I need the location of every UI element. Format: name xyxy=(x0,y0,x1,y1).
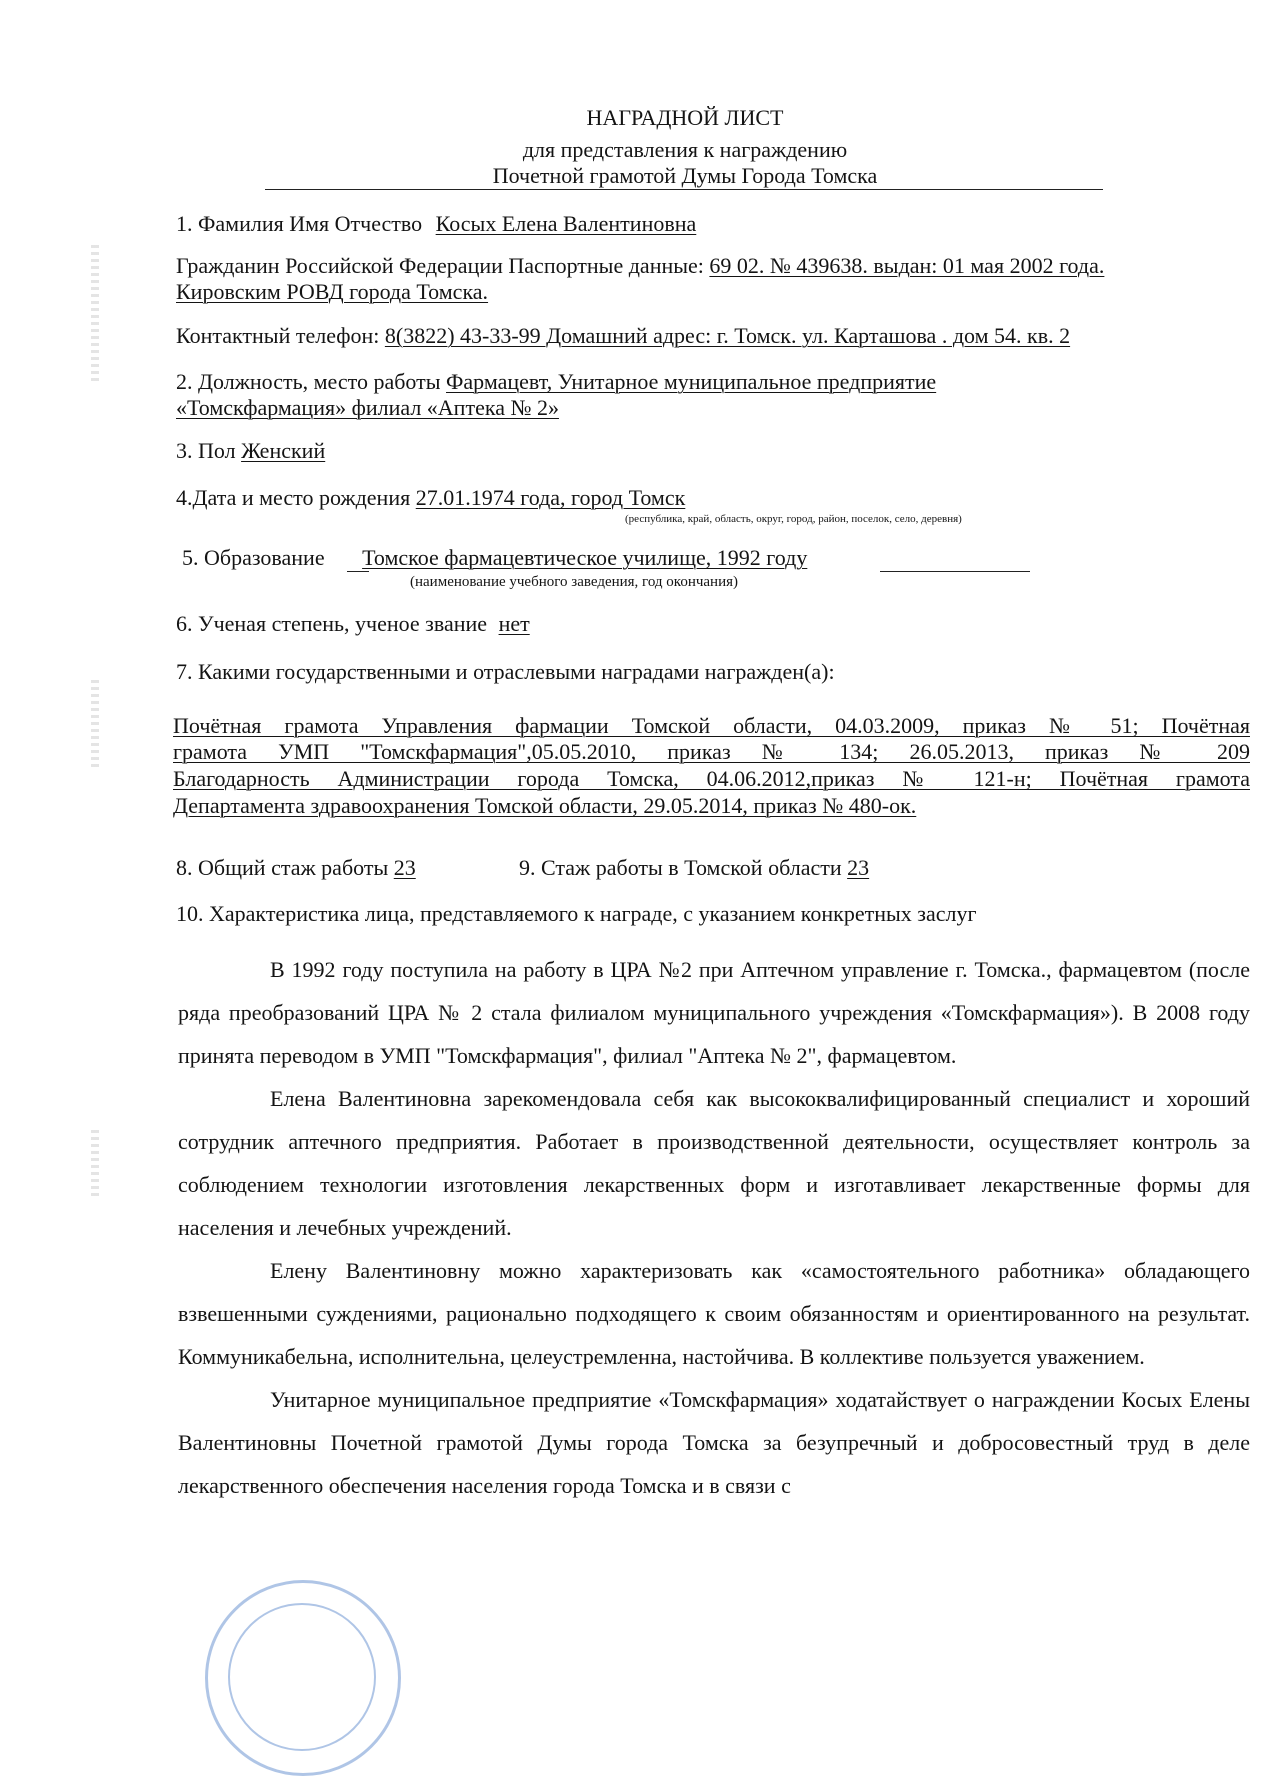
field-3-label: 3. Пол xyxy=(176,438,236,463)
degree-value: нет xyxy=(498,611,530,636)
document-title: НАГРАДНОЙ ЛИСТ xyxy=(586,105,784,130)
characteristic-text xyxy=(178,948,1250,1507)
phone-label: Контактный телефон: xyxy=(176,323,380,348)
field-7-label: 7. Какими государственными и отраслевыми наградами награжден(а): xyxy=(176,659,835,684)
organization-stamp xyxy=(205,1580,401,1776)
contact-row xyxy=(176,322,1070,350)
characteristic-paragraph: Елену Валентиновну можно характеризовать как «самостоятельного работника» обладающего взвешенными суждениями, рационально подходящего к своим обязанностям и ориентированного на результат. Коммуникабельна, исполнительна, целеустремленна, настойчива. В коллективе пользуется уважением. xyxy=(178,1258,1250,1369)
phone-address-value: 8(3822) 43-33-99 Домашний адрес: г. Томск. ул. Карташова . дом 54. кв. 2 xyxy=(384,323,1071,348)
citizenship-label: Гражданин Российской Федерации Паспортные данные: xyxy=(176,253,704,278)
characteristic-paragraph: Елена Валентиновна зарекомендовала себя как высококвалифицированный специалист и хороший сотрудник аптечного предприятия. Работает в производственной деятельности, осуществляет контроль за соблюдением технологии изготовления лекарственных форм и изготавливает лекарственные формы для населения и лечебных учреждений. xyxy=(178,1086,1250,1240)
birth-value: 27.01.1974 года, город Томск xyxy=(415,485,686,510)
field-6-label: 6. Ученая степень, ученое звание xyxy=(176,611,488,636)
field-8-row xyxy=(176,854,434,882)
field-5-row xyxy=(182,544,807,572)
document-subtitle: для представления к награждению xyxy=(522,137,848,162)
education-underline-left xyxy=(347,571,369,572)
total-experience-value: 23 xyxy=(393,855,416,880)
gender-value: Женский xyxy=(241,438,326,463)
scan-artifact xyxy=(91,680,99,770)
field-10-label: 10. Характеристика лица, представляемого к награде, с указанием конкретных заслуг xyxy=(176,901,977,926)
field-3-row xyxy=(176,437,325,465)
awards-line: Департамента здравоохранения Томской области, 29.05.2014, приказ № 480-ок. xyxy=(173,793,917,818)
field-9-row xyxy=(519,854,869,882)
passport-value: 69 02. № 439638. выдан: 01 мая 2002 года. xyxy=(709,253,1105,278)
position-value-line2: «Томскфармация» филиал «Аптека № 2» xyxy=(176,395,559,420)
citizenship-row xyxy=(176,252,1104,280)
birth-place-hint: (республика, край, область, округ, город, район, поселок, село, деревня) xyxy=(625,513,962,525)
field-2-row xyxy=(176,368,936,396)
education-underline-right xyxy=(880,571,1030,572)
field-4-row xyxy=(176,484,685,512)
passport-issuer: Кировским РОВД города Томска. xyxy=(176,279,489,304)
field-6-row xyxy=(176,610,530,638)
scan-artifact xyxy=(91,1130,99,1200)
field-5-label: 5. Образование xyxy=(182,545,325,570)
field-8-label: 8. Общий стаж работы xyxy=(176,855,389,880)
education-value: Томское фармацевтическое училище, 1992 году xyxy=(362,545,808,570)
field-9-label: 9. Стаж работы в Томской области xyxy=(519,855,842,880)
field-1-label: 1. Фамилия Имя Отчество xyxy=(176,211,423,236)
stamp-inner-ring xyxy=(228,1603,376,1751)
scan-artifact xyxy=(91,245,99,385)
awards-line: грамота УМП "Томскфармация",05.05.2010, приказ № 134; 26.05.2013, приказ № 209 xyxy=(173,739,1250,764)
characteristic-paragraph: Унитарное муниципальное предприятие «Томскфармация» ходатайствует о награждении Косых Елены Валентиновны Почетной грамотой Думы города Томска за безупречный и добросовестный труд в деле лекарственного обеспечения населения города Томска и в связи с xyxy=(178,1387,1250,1498)
position-value-line1: Фармацевт, Унитарное муниципальное предприятие xyxy=(446,369,937,394)
award-name: Почетной грамотой Думы Города Томска xyxy=(492,163,878,188)
awards-line: Почётная грамота Управления фармации Томской области, 04.03.2009, приказ № 51; Почётная xyxy=(173,713,1250,738)
education-hint: (наименование учебного заведения, год окончания) xyxy=(410,574,738,590)
characteristic-paragraph: В 1992 году поступила на работу в ЦРА №2 при Аптечном управление г. Томска., фармацевтом (после ряда преобразований ЦРА № 2 стала филиалом муниципального учреждения «Томскфармация»). В 2008 году принята переводом в УМП "Томскфармация", филиал "Аптека № 2", фармацевтом. xyxy=(178,957,1250,1068)
awards-line: Благодарность Администрации города Томска, 04.06.2012,приказ № 121-н; Почётная грамота xyxy=(173,766,1250,791)
full-name-value: Косых Елена Валентиновна xyxy=(435,211,697,236)
field-1-row xyxy=(176,210,696,238)
field-2-label: 2. Должность, место работы xyxy=(176,369,441,394)
field-4-label: 4.Дата и место рождения xyxy=(176,485,411,510)
region-experience-value: 23 xyxy=(847,855,870,880)
